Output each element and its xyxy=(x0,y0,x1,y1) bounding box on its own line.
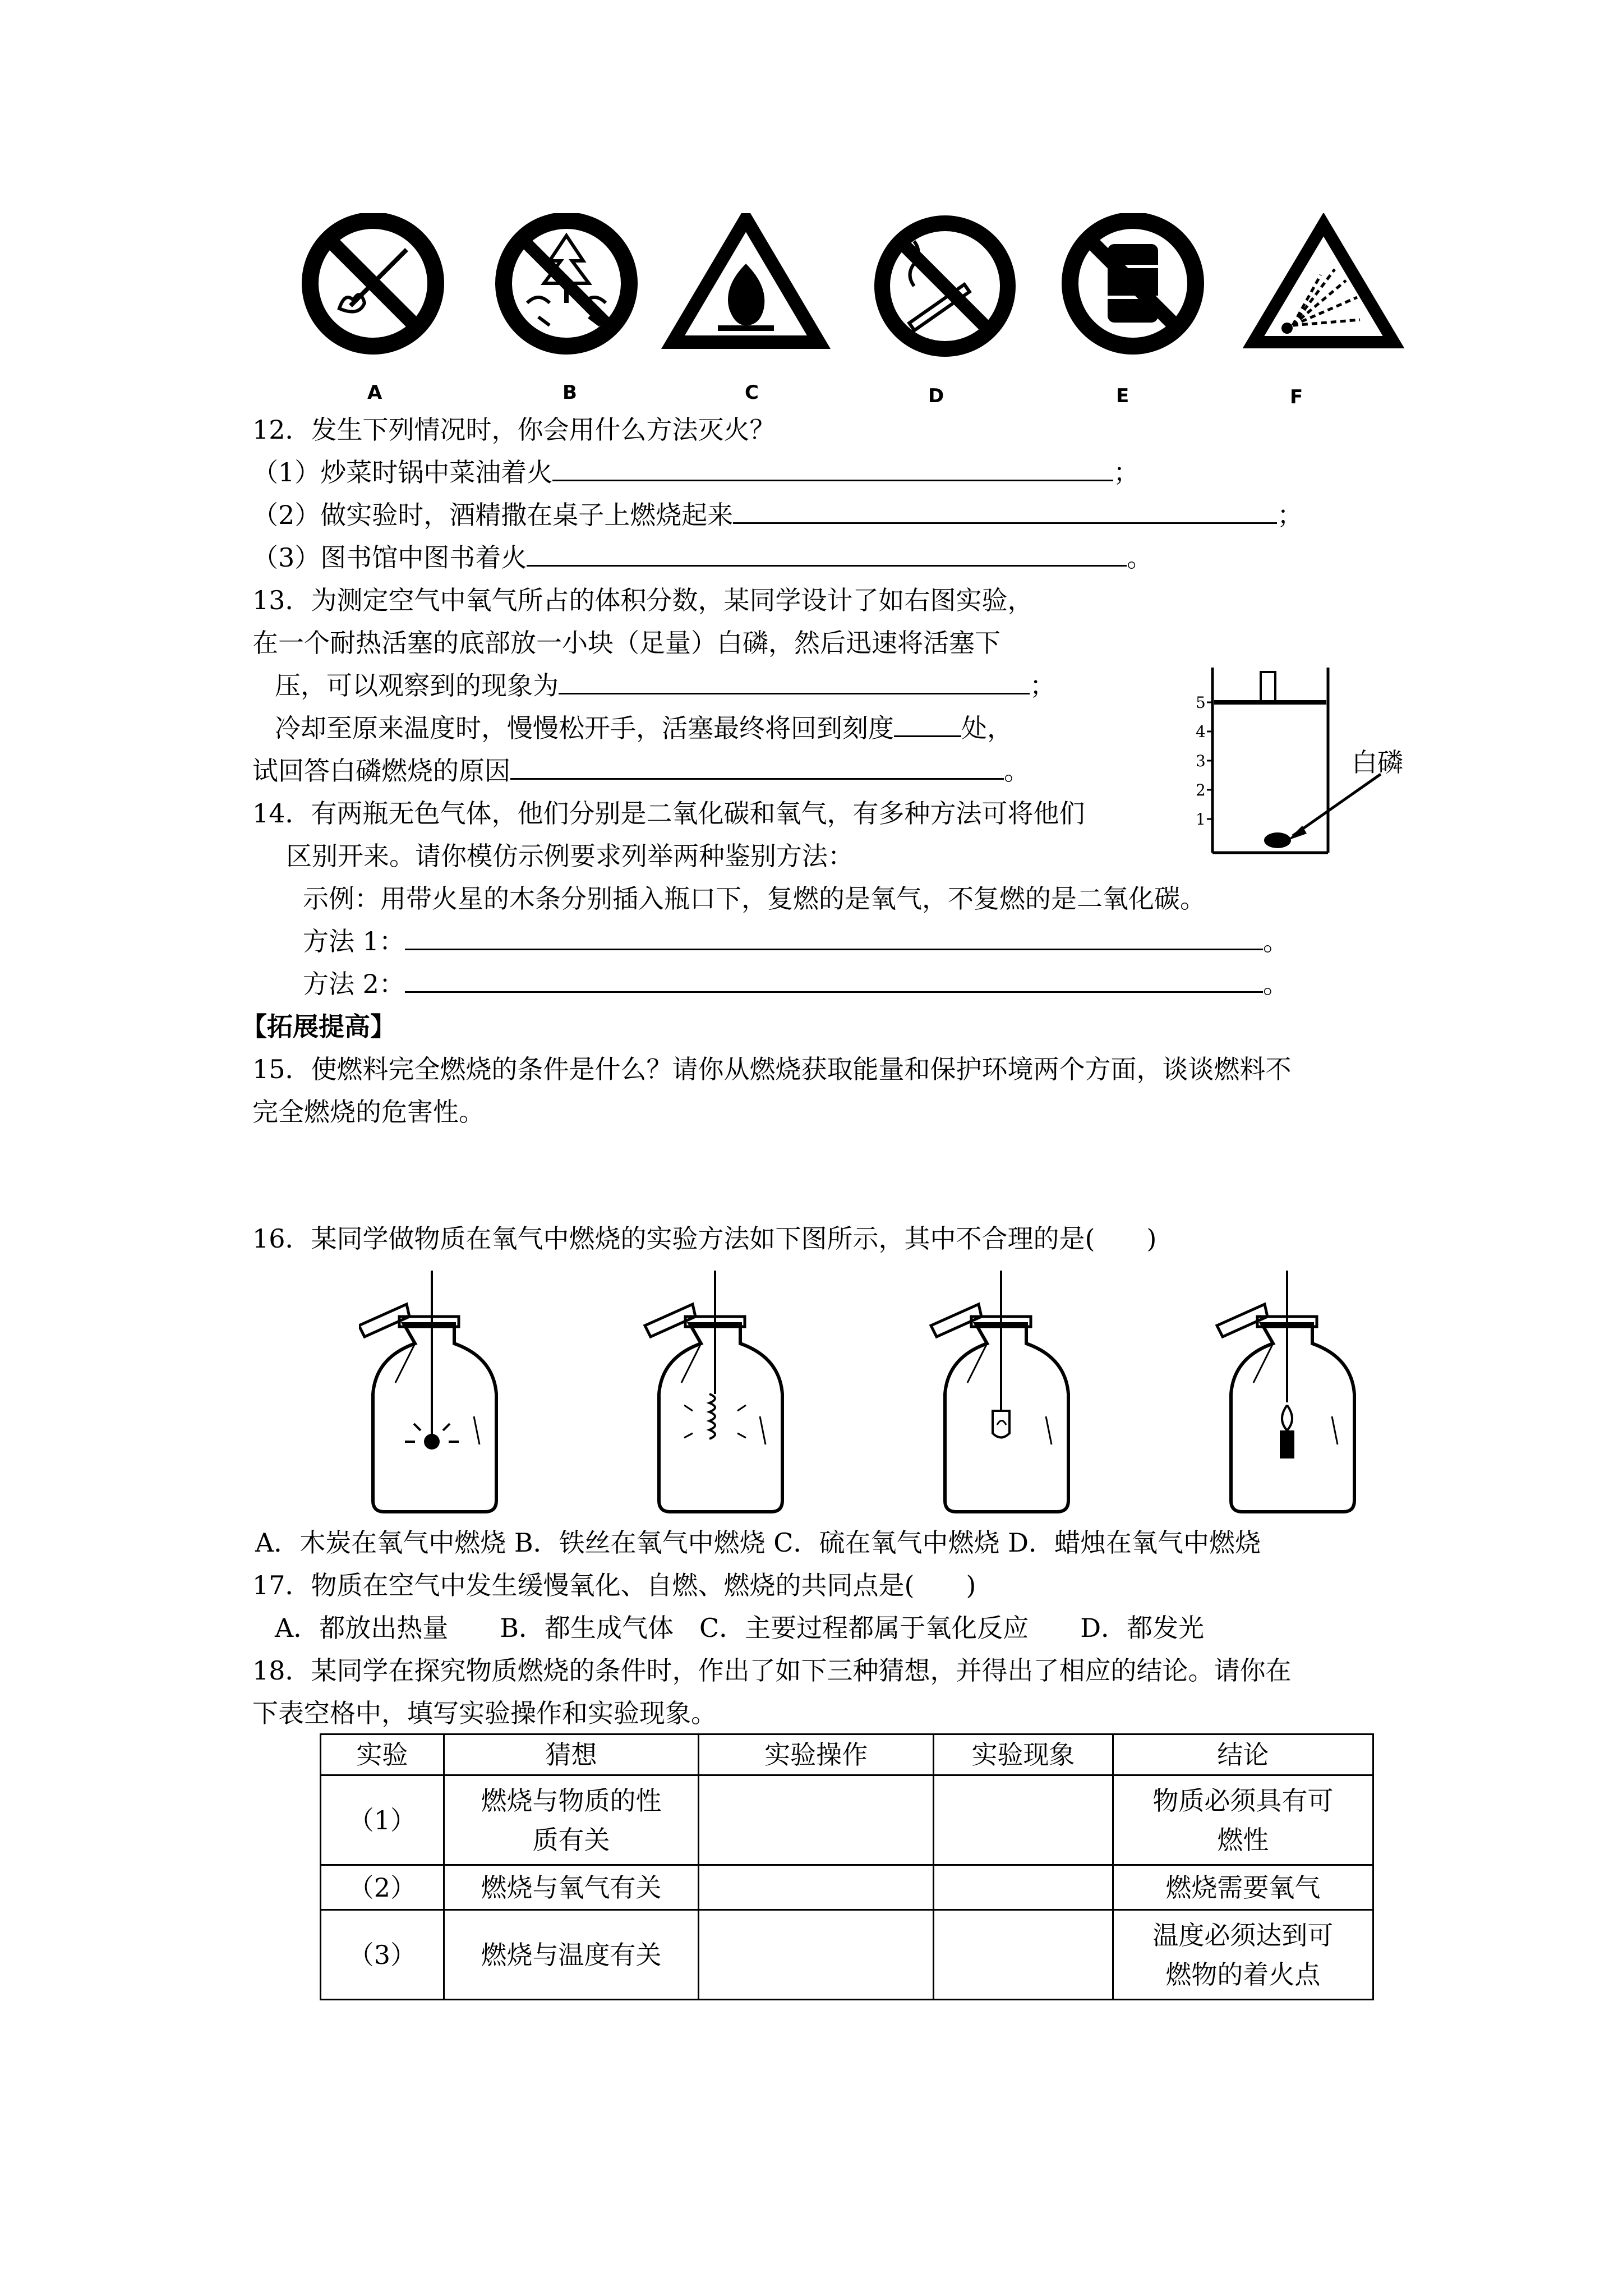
q17-stem: 17．物质在空气中发生缓慢氧化、自燃、燃烧的共同点是( ) xyxy=(252,1570,976,1600)
q14-line-2: 区别开来。请你模仿示例要求列举两种鉴别方法： xyxy=(286,841,854,871)
q13-scale-blank[interactable] xyxy=(894,712,961,737)
q16-stem: 16．某同学做物质在氧气中燃烧的实验方法如下图所示，其中不合理的是( ) xyxy=(252,1223,1157,1254)
q13-line-5: 试回答白磷燃烧的原因 。 xyxy=(252,756,1030,786)
header-conclusion: 结论 xyxy=(1113,1734,1373,1775)
q15-line-2: 完全燃烧的危害性。 xyxy=(252,1097,485,1127)
row-conclusion: 物质必须具有可 燃性 xyxy=(1113,1775,1373,1865)
row-conclusion: 燃烧需要氧气 xyxy=(1113,1865,1373,1910)
row-guess: 燃烧与氧气有关 xyxy=(444,1865,698,1910)
q12-answer-blank-2[interactable] xyxy=(733,499,1277,524)
row-phenomenon-cell[interactable] xyxy=(934,1910,1113,2000)
q14-line-1: 14．有两瓶无色气体，他们分别是二氧化碳和氧气，有多种方法可将他们 xyxy=(252,798,1085,829)
q13-line-4: 冷却至原来温度时，慢慢松开手，活塞最终将回到刻度 处， xyxy=(275,713,1013,743)
row-guess: 燃烧与物质的性 质有关 xyxy=(444,1775,698,1865)
row-operation-cell[interactable] xyxy=(699,1910,934,2000)
header-operation: 实验操作 xyxy=(699,1734,934,1775)
sign-label-a: A xyxy=(367,381,382,404)
sign-label-d: D xyxy=(928,385,944,407)
scale-label-5: 5 xyxy=(1196,693,1206,712)
scale-label-1: 1 xyxy=(1196,810,1206,829)
row-guess: 燃烧与温度有关 xyxy=(444,1910,698,2000)
row-operation-cell[interactable] xyxy=(699,1865,934,1910)
q12-answer-blank-1[interactable] xyxy=(552,456,1113,481)
header-experiment: 实验 xyxy=(321,1734,444,1775)
q15-line-1: 15．使燃料完全燃烧的条件是什么？请你从燃烧获取能量和保护环境两个方面，谈谈燃料不 xyxy=(252,1054,1292,1084)
q12-item-2: （2）做实验时，酒精撒在桌子上燃烧起来 ； xyxy=(252,500,1303,530)
q12-item-3: （3）图书馆中图书着火 。 xyxy=(252,542,1153,573)
scale-label-3: 3 xyxy=(1196,752,1206,770)
q13-line-3: 压，可以观察到的现象为 ； xyxy=(275,670,1055,701)
header-guess: 猜想 xyxy=(444,1734,698,1775)
jar-d-candle xyxy=(1217,1271,1354,1512)
explosive-warning-icon xyxy=(1253,224,1394,342)
combustion-jars-figure xyxy=(359,1271,1396,1523)
q14-method-2: 方法 2： 。 xyxy=(303,969,1289,999)
q12-item-1: （1）炒菜时锅中菜油着火 ； xyxy=(252,457,1140,487)
sign-label-c: C xyxy=(745,381,759,404)
row-operation-cell[interactable] xyxy=(699,1775,934,1865)
scale-label-4: 4 xyxy=(1196,723,1206,741)
jar-b-iron-wire xyxy=(645,1271,782,1512)
row-number: （2） xyxy=(321,1865,444,1910)
q13-phenomenon-blank[interactable] xyxy=(559,669,1030,694)
q16-options: A．木炭在氧气中燃烧 B．铁丝在氧气中燃烧 C．硫在氧气中燃烧 D．蜡烛在氧气中燃烧 xyxy=(255,1527,1261,1558)
table-row xyxy=(321,1865,1373,1910)
q18-line-1: 18．某同学在探究物质燃烧的条件时，作出了如下三种猜想，并得出了相应的结论。请你在 xyxy=(252,1655,1292,1686)
row-conclusion: 温度必须达到可 燃物的着火点 xyxy=(1113,1910,1373,2000)
q14-method-2-blank[interactable] xyxy=(405,968,1263,993)
header-phenomenon: 实验现象 xyxy=(934,1734,1113,1775)
sign-label-f: F xyxy=(1290,386,1303,408)
q13-line-1: 13．为测定空气中氧气所占的体积分数，某同学设计了如右图实验， xyxy=(252,585,1034,615)
scale-label-2: 2 xyxy=(1196,781,1206,799)
q14-method-1-blank[interactable] xyxy=(405,925,1263,950)
section-heading: 【拓展提高】 xyxy=(241,1011,396,1042)
piston-cylinder-figure xyxy=(1183,662,1430,858)
q12-stem: 12．发生下列情况时，你会用什么方法灭火？ xyxy=(252,415,776,445)
no-smoking-icon xyxy=(882,223,1008,349)
no-forest-fire-icon xyxy=(504,220,629,346)
q14-example: 示例：用带火星的木条分别插入瓶口下，复燃的是氧气，不复燃的是二氧化碳。 xyxy=(303,884,1206,914)
q17-options: A．都放出热量 B．都生成气体 C．主要过程都属于氧化反应 D．都发光 xyxy=(275,1613,1205,1643)
sign-label-b: B xyxy=(562,381,577,404)
safety-signs-row xyxy=(292,213,1413,381)
table-row xyxy=(321,1775,1373,1865)
jar-a-charcoal xyxy=(359,1271,496,1512)
jar-c-sulfur xyxy=(931,1271,1068,1512)
no-match-fire-icon xyxy=(310,220,436,346)
q18-line-2: 下表空格中，填写实验操作和实验现象。 xyxy=(252,1698,717,1728)
row-phenomenon-cell[interactable] xyxy=(934,1775,1113,1865)
table-row xyxy=(321,1910,1373,2000)
q14-method-1: 方法 1： 。 xyxy=(303,926,1289,956)
q12-answer-blank-3[interactable] xyxy=(527,541,1127,567)
q13-line-2: 在一个耐热活塞的底部放一小块（足量）白磷，然后迅速将活塞下 xyxy=(252,628,1000,658)
white-phosphorus-label: 白磷 xyxy=(1352,747,1403,777)
row-phenomenon-cell[interactable] xyxy=(934,1865,1113,1910)
table-header-row xyxy=(321,1734,1373,1775)
white-phosphorus-sample xyxy=(1264,832,1291,848)
experiment-table xyxy=(320,1733,1374,2000)
q13-reason-blank[interactable] xyxy=(510,754,1004,780)
row-number: （1） xyxy=(321,1775,444,1865)
row-number: （3） xyxy=(321,1910,444,2000)
sign-label-e: E xyxy=(1116,385,1129,407)
flammable-warning-icon xyxy=(673,219,819,342)
no-oil-barrel-icon xyxy=(1070,220,1196,346)
